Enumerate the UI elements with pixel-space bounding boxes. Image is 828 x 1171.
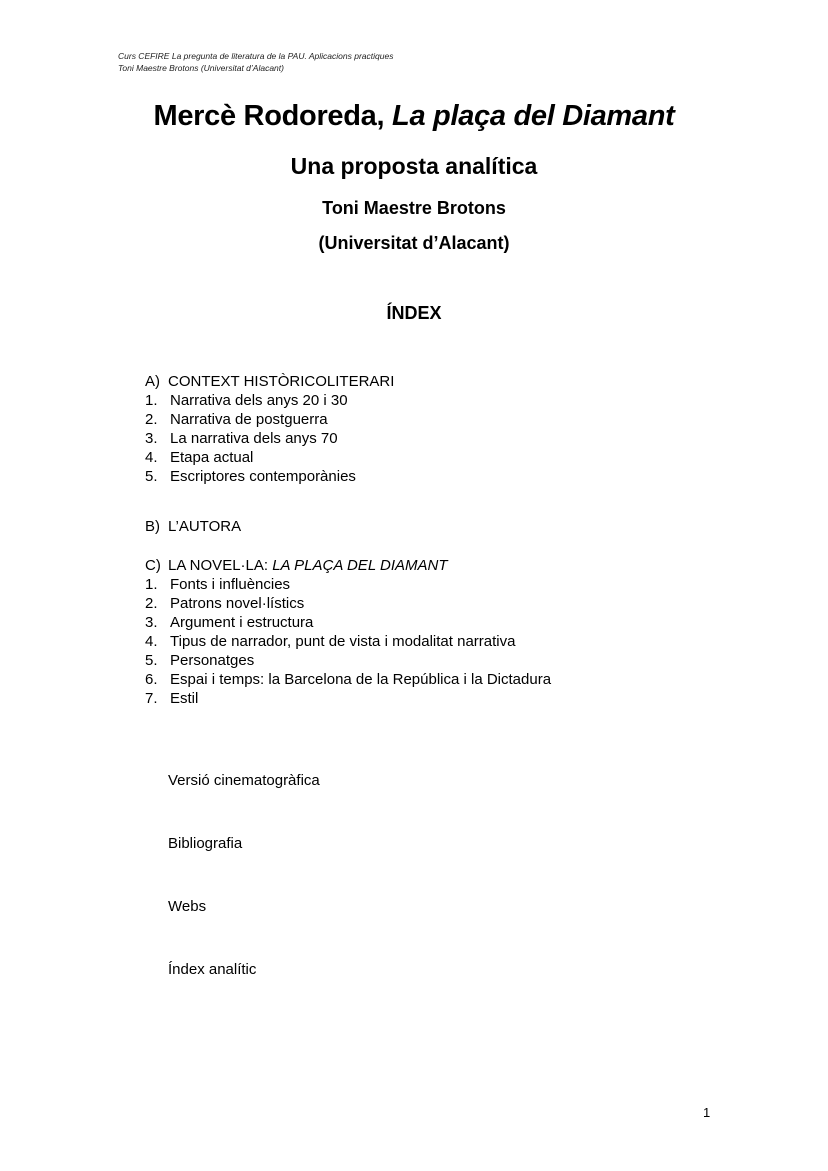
index-heading: ÍNDEX — [386, 303, 442, 323]
list-item — [145, 670, 551, 689]
item-text: Fonts i influències — [170, 576, 291, 593]
item-number: 4. — [145, 449, 158, 466]
item-text: Narrativa dels anys 20 i 30 — [170, 392, 348, 409]
list-item — [145, 410, 394, 429]
section-c-letter: C) — [145, 557, 161, 574]
section-b-title: L’AUTORA — [168, 518, 242, 535]
section-b — [145, 517, 241, 536]
item-number: 7. — [145, 690, 158, 707]
item-number: 2. — [145, 411, 158, 428]
item-text: Espai i temps: la Barcelona de la República i la Dictadura — [170, 671, 552, 688]
item-number: 6. — [145, 671, 158, 688]
author-affiliation: (Universitat d’Alacant) — [318, 233, 510, 253]
item-text: Etapa actual — [170, 449, 254, 466]
item-number: 3. — [145, 614, 158, 631]
page-number: 1 — [703, 1105, 711, 1120]
item-text: La narrativa dels anys 70 — [170, 430, 338, 447]
section-a — [145, 372, 394, 486]
list-item — [145, 448, 394, 467]
list-item — [145, 651, 551, 670]
title-author: Mercè Rodoreda, — [153, 100, 385, 132]
list-item — [145, 632, 551, 651]
item-number: 5. — [145, 468, 158, 485]
index-entry-analytic-index: Índex analític — [168, 961, 257, 978]
item-text: Tipus de narrador, punt de vista i modalitat narrativa — [170, 633, 516, 650]
item-number: 4. — [145, 633, 158, 650]
item-number: 1. — [145, 576, 158, 593]
running-header — [118, 50, 393, 74]
item-number: 1. — [145, 392, 158, 409]
item-text: Patrons novel·lístics — [170, 595, 305, 612]
section-b-letter: B) — [145, 518, 160, 535]
section-c-list — [145, 575, 551, 708]
list-item — [145, 594, 551, 613]
index-entry-bibliography: Bibliografia — [168, 835, 243, 852]
list-item — [145, 689, 551, 708]
document-title — [0, 100, 828, 133]
list-item — [145, 467, 394, 486]
item-text: Estil — [170, 690, 199, 707]
section-c-title-prefix: LA NOVEL·LA: — [168, 557, 273, 574]
list-item — [145, 429, 394, 448]
list-item — [145, 575, 551, 594]
list-item — [145, 391, 394, 410]
list-item — [145, 613, 551, 632]
section-c — [145, 556, 551, 708]
section-a-list — [145, 391, 394, 486]
item-text: Escriptores contemporànies — [170, 468, 356, 485]
index-entry-webs: Webs — [168, 898, 207, 915]
item-text: Narrativa de postguerra — [170, 411, 328, 428]
document-subtitle: Una proposta analítica — [290, 153, 538, 179]
section-c-heading — [145, 556, 551, 575]
item-number: 3. — [145, 430, 158, 447]
author-name: Toni Maestre Brotons — [322, 198, 506, 218]
item-number: 2. — [145, 595, 158, 612]
section-c-title-work: LA PLAÇA DEL DIAMANT — [272, 557, 448, 574]
header-line-course: Curs CEFIRE La pregunta de literatura de la PAU. Aplicacions practiques — [118, 51, 394, 61]
section-a-title: CONTEXT HISTÒRICOLITERARI — [168, 373, 395, 390]
index-entry-film: Versió cinematogràfica — [168, 772, 320, 789]
section-a-heading — [145, 372, 394, 391]
header-line-author: Toni Maestre Brotons (Universitat d’Alacant) — [118, 63, 284, 73]
item-text: Argument i estructura — [170, 614, 314, 631]
section-a-letter: A) — [145, 373, 160, 390]
item-number: 5. — [145, 652, 158, 669]
item-text: Personatges — [170, 652, 255, 669]
title-work: La plaça del Diamant — [392, 100, 675, 132]
